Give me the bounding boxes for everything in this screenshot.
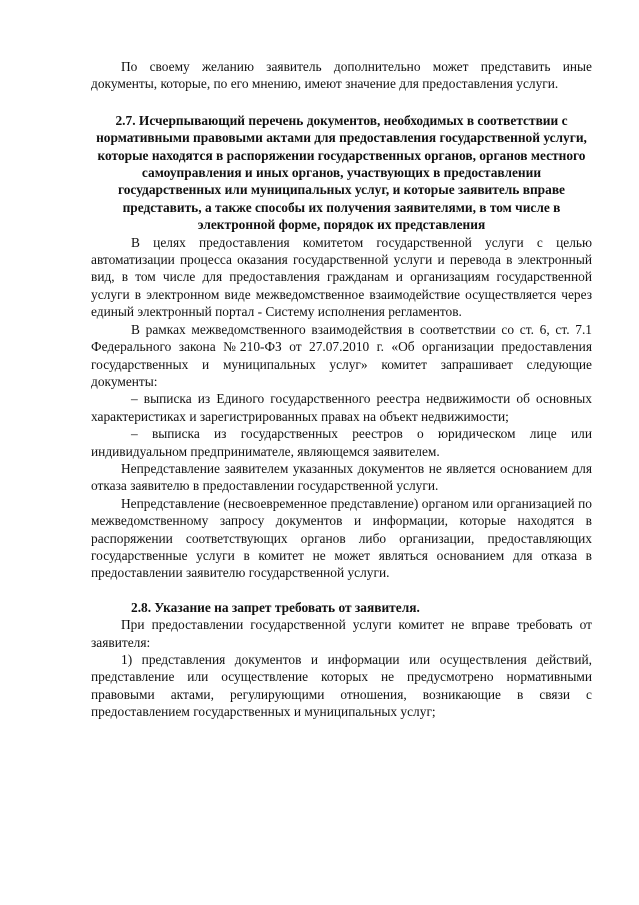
list-item-egrn-extract: – выписка из Единого государственного реестра недвижимости об основных характеристиках и зарегистрированных правах на объект недвижимости; bbox=[91, 391, 592, 424]
spacer bbox=[91, 93, 592, 112]
paragraph-2-7-1: В целях предоставления комитетом государственной услуги с целью автоматизации процесса оказания государственной услуги и перевода в электронный вид, в том числе для предоставления гражданам и организациям государственной услуги в электронном виде межведомственное взаимодействие осуществляется через единый электронный портал - Систему исполнения регламентов. bbox=[91, 234, 592, 320]
paragraph-2-8-1: При предоставлении государственной услуги комитет не вправе требовать от заявителя: bbox=[91, 617, 592, 650]
section-heading-2-7: 2.7. Исчерпывающий перечень документов, необходимых в соответствии с нормативными правовыми актами для предоставления государственной услуги, которые находятся в распоряжении государственных органов, органов местного самоуправления и иных органов, участвующих в предоставлении государственных или муниципальных услуг, и которые заявитель вправе представить, а также способы их получения заявителями, в том числе в электронной форме, порядок их представления bbox=[96, 112, 587, 233]
section-heading-2-8: 2.8. Указание на запрет требовать от заявителя. bbox=[131, 599, 420, 615]
paragraph-2-7-2: В рамках межведомственного взаимодействия в соответствии со ст. 6, ст. 7.1 Федерального закона №210-ФЗ от 27.07.2010 г. «Об организации предоставления государственных и муниципальных услуг» комитет запрашивает следующие документы: bbox=[91, 321, 592, 389]
spacer bbox=[91, 582, 592, 599]
paragraph-2-7-6: Непредставление (несвоевременное представление) органом или организацией по межведомственному запросу документов и информации, которые находятся в распоряжении соответствующих органов либо организации, предоставляющих государственные услуги в комитет не может являться основанием для отказа в предоставлении заявителю государственной услуги. bbox=[91, 495, 592, 581]
document-page bbox=[91, 58, 592, 721]
paragraph-2-8-2: 1) представления документов и информации или осуществления действий, представление или осуществление которых не предусмотрено нормативными правовыми актами, регулирующими отношения, возникающие в связи с предоставлением государственных и муниципальных услуг; bbox=[91, 652, 592, 720]
paragraph-2-7-5: Непредставление заявителем указанных документов не является основанием для отказа заявителю в предоставлении государственной услуги. bbox=[91, 460, 592, 494]
list-item-registry-extract: – выписка из государственных реестров о юридическом лице или индивидуальном предпринимателе, являющемся заявителем. bbox=[91, 426, 592, 459]
paragraph-intro: По своему желанию заявитель дополнительно может представить иные документы, которые, по его мнению, имеют значение для предоставления услуги. bbox=[91, 59, 592, 92]
